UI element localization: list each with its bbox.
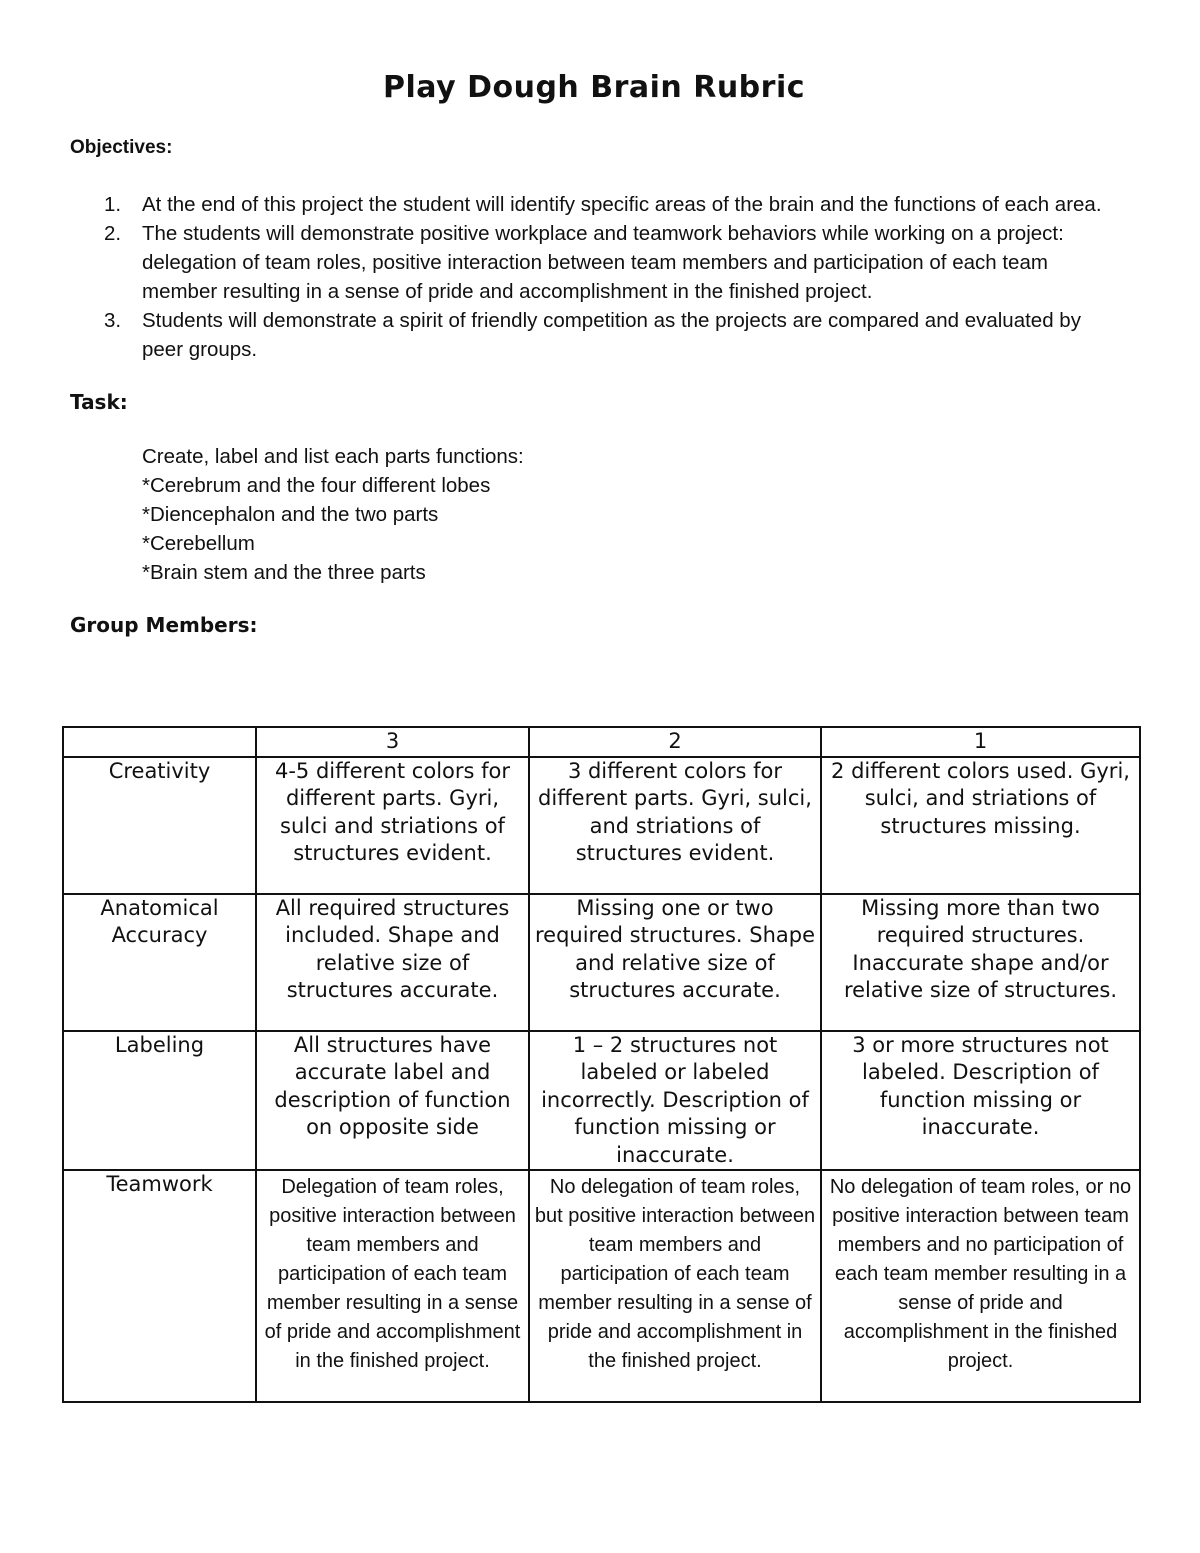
objective-text: The students will demonstrate positive workplace and teamwork behaviors while working on a project: delegation of team roles, positive interaction between team members and participation of each team member resulting in a sense of pride and accomplishment in the finished project. <box>142 222 1064 303</box>
score-cell: All structures have accurate label and description of function on opposite side <box>256 1031 529 1171</box>
rubric-row-anatomical-accuracy <box>63 894 1140 1031</box>
score-cell: 2 different colors used. Gyri, sulci, and striations of structures missing. <box>821 757 1140 894</box>
task-line: *Cerebrum and the four different lobes <box>142 474 491 497</box>
rubric-row-labeling <box>63 1031 1140 1171</box>
objectives-heading: Objectives: <box>70 137 173 158</box>
task-heading: Task: <box>70 390 128 414</box>
rubric-header-cell: 1 <box>821 727 1140 757</box>
criterion-cell: Creativity <box>63 757 256 894</box>
task-line: *Diencephalon and the two parts <box>142 503 439 526</box>
page-title: Play Dough Brain Rubric <box>382 70 806 105</box>
rubric-header-cell <box>63 727 256 757</box>
objective-text: At the end of this project the student will identify specific areas of the brain and the functions of each area. <box>142 193 1102 216</box>
objective-number: 1. <box>104 193 122 216</box>
score-cell: 3 or more structures not labeled. Description of function missing or inaccurate. <box>821 1031 1140 1171</box>
rubric-table <box>62 726 1141 1403</box>
task-line: *Cerebellum <box>142 532 255 555</box>
rubric-row-teamwork <box>63 1170 1140 1402</box>
rubric-row-creativity <box>63 757 1140 894</box>
score-cell: No delegation of team roles, or no positive interaction between team members and no participation of each team member resulting in a sense of pride and accomplishment in the finished project. <box>821 1170 1140 1402</box>
criterion-cell: Anatomical Accuracy <box>63 894 256 1031</box>
objectives-list <box>104 190 1124 364</box>
task-line: Create, label and list each parts functions: <box>142 445 524 468</box>
objective-item <box>104 190 1124 219</box>
score-cell: Delegation of team roles, positive interaction between team members and participation of each team member resulting in a sense of pride and accomplishment in the finished project. <box>256 1170 529 1402</box>
rubric-header-cell: 3 <box>256 727 529 757</box>
score-cell: 3 different colors for different parts. Gyri, sulci, and striations of structures evident. <box>529 757 821 894</box>
score-cell: 1 – 2 structures not labeled or labeled incorrectly. Description of function missing or inaccurate. <box>529 1031 821 1171</box>
score-cell: Missing more than two required structures. Inaccurate shape and/or relative size of structures. <box>821 894 1140 1031</box>
objective-item <box>104 306 1124 364</box>
score-cell: All required structures included. Shape and relative size of structures accurate. <box>256 894 529 1031</box>
objective-text: Students will demonstrate a spirit of friendly competition as the projects are compared and evaluated by peer groups. <box>142 309 1081 361</box>
rubric-header-cell: 2 <box>529 727 821 757</box>
objective-item <box>104 219 1124 306</box>
task-line: *Brain stem and the three parts <box>142 561 426 584</box>
score-cell: Missing one or two required structures. Shape and relative size of structures accurate. <box>529 894 821 1031</box>
score-cell: 4-5 different colors for different parts. Gyri, sulci and striations of structures evident. <box>256 757 529 894</box>
objective-number: 3. <box>104 309 122 332</box>
criterion-cell: Labeling <box>63 1031 256 1171</box>
criterion-cell: Teamwork <box>63 1170 256 1402</box>
rubric-header-row <box>63 727 1140 757</box>
task-list <box>142 442 524 587</box>
objective-number: 2. <box>104 222 122 245</box>
group-members-heading: Group Members: <box>70 613 258 637</box>
score-cell: No delegation of team roles, but positive interaction between team members and participation of each team member resulting in a sense of pride and accomplishment in the finished project. <box>529 1170 821 1402</box>
